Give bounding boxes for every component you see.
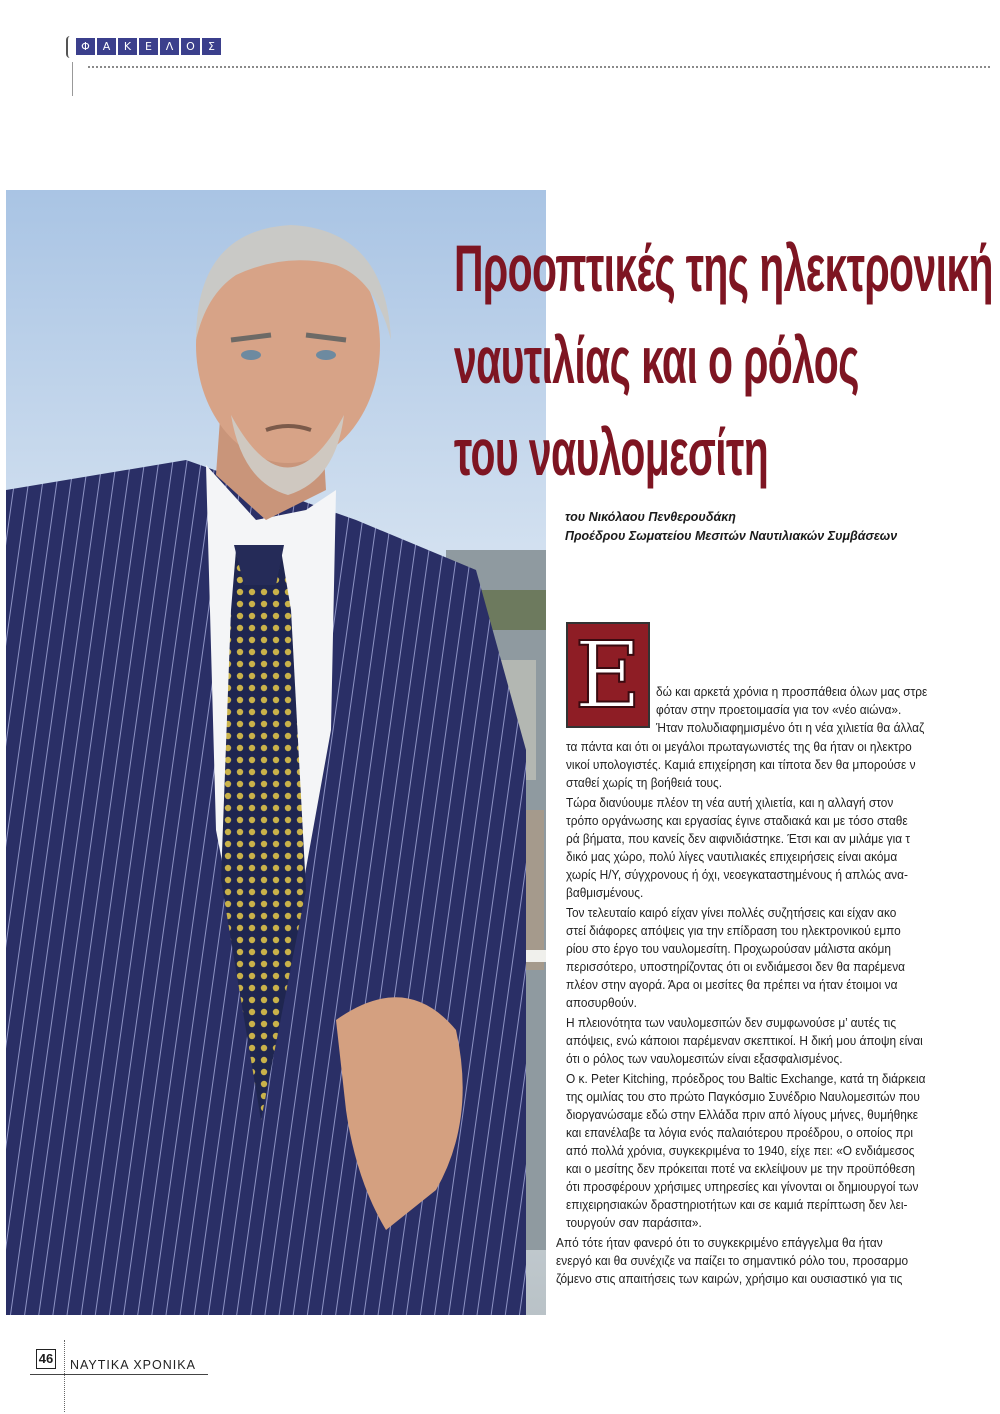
dropcap-letter: Ε bbox=[574, 622, 642, 729]
byline-author: του Νικόλαου Πενθερουδάκη bbox=[565, 510, 736, 524]
body-line: τουργούν σαν παράσιτα». bbox=[566, 1215, 702, 1230]
body-line: δώ και αρκετά χρόνια η προσπάθεια όλων μας στρε bbox=[656, 684, 928, 699]
body-line: ρίου στο έργο του ναυλομεσίτη. Προχωρούσαν μάλιστα ακόμη bbox=[566, 941, 891, 956]
body-line: Ο κ. Peter Kitching, πρόεδρος του Baltic Exchange, κατά τη διάρκεια bbox=[566, 1071, 926, 1086]
body-line: Από τότε ήταν φανερό ότι το συγκεκριμένο επάγγελμα θα ήταν bbox=[556, 1235, 883, 1250]
body-line: Η πλειονότητα των ναυλομεσιτών δεν συμφωνούσε μ’ αυτές τις bbox=[566, 1015, 897, 1030]
section-tag-letter: Κ bbox=[118, 38, 137, 55]
section-tag-bracket bbox=[66, 36, 74, 58]
body-line: τρόπο οργάνωσης και εργασίας έγινε σταδιακά και με τόσο σταθε bbox=[566, 813, 908, 828]
byline-role: Προέδρου Σωματείου Μεσιτών Ναυτιλιακών Συμβάσεων bbox=[565, 529, 898, 543]
margin-mark bbox=[72, 62, 73, 96]
body-line: ενεργό και θα συνέχιζε να παίζει το σημαντικό ρόλο του, προσαρμο bbox=[556, 1253, 909, 1268]
section-tag-letter: Φ bbox=[76, 38, 95, 55]
body-line: Ήταν πολυδιαφημισμένο ότι η νέα χιλιετία θα άλλαζ bbox=[656, 720, 925, 735]
body-line: ζόμενο στις απαιτήσεις των καιρών, χρήσιμο και ουσιαστικό για τις bbox=[556, 1271, 903, 1286]
footer-rule bbox=[30, 1374, 208, 1375]
body-line: ρά βήματα, που κανείς δεν αιφνιδιάστηκε. Έτσι και αν μιλάμε για τ bbox=[566, 831, 911, 846]
body-line: νικοί υπολογιστές. Καμιά επιχείρηση και τίποτα δεν θα μπορούσε ν bbox=[566, 757, 916, 772]
body-line: ότι προσφέρουν χρήσιμες υπηρεσίες και γίνονται οι δημιουργοί των bbox=[566, 1179, 919, 1194]
body-line: αποσυρθούν. bbox=[566, 995, 637, 1010]
body-line: πλέον στην αγορά. Άρα οι μεσίτες θα πρέπει να ήταν έτοιμοι να bbox=[566, 977, 898, 992]
section-tag-letter: Ε bbox=[139, 38, 158, 55]
body-line: διοργανώσαμε εδώ στην Ελλάδα πριν από λίγους μήνες, θυμήθηκε bbox=[566, 1107, 919, 1122]
body-line: από πολλά χρόνια, συγκεκριμένα το 1940, είχε πει: «Ο ενδιάμεσος bbox=[566, 1143, 915, 1158]
section-tag bbox=[76, 38, 221, 55]
headline bbox=[454, 222, 993, 498]
body-line: σταθεί χωρίς τη βοήθειά τους. bbox=[566, 775, 723, 790]
dropcap bbox=[566, 622, 650, 728]
footer-divider bbox=[64, 1340, 65, 1412]
section-tag-letter: Σ bbox=[202, 38, 221, 55]
body-line: τα πάντα και ότι οι μεγάλοι πρωταγωνιστές της θα ήταν οι ηλεκτρο bbox=[566, 739, 912, 754]
body-line: ότι ο ρόλος των ναυλομεσιτών είναι εξασφαλισμένος. bbox=[566, 1051, 843, 1066]
section-tag-letter: Ο bbox=[181, 38, 200, 55]
body-line: Τον τελευταίο καιρό είχαν γίνει πολλές συζητήσεις και είχαν ακο bbox=[566, 905, 897, 920]
section-tag-letter: Α bbox=[97, 38, 116, 55]
byline bbox=[565, 508, 897, 546]
body-line: και ο μεσίτης δεν πρόκειται ποτέ να εκλείψουν με την προϋπόθεση bbox=[566, 1161, 916, 1176]
body-line: χωρίς Η/Υ, σύγχρονους ή όχι, νεοεγκαταστημένους ή απλώς ανα- bbox=[566, 867, 908, 882]
body-line: δικό μας χώρο, πολύ λίγες ναυτιλιακές επιχειρήσεις είναι ακόμα bbox=[566, 849, 898, 864]
magazine-name: ΝΑΥΤΙΚΑ ΧΡΟΝΙΚΑ bbox=[70, 1358, 196, 1372]
header-dotted-rule bbox=[88, 66, 990, 68]
headline-line: ναυτιλίας και ο ρόλος bbox=[454, 323, 859, 397]
body-line: περισσότερο, υποστηρίζοντας ότι οι ενδιάμεσοι δεν θα παρέμενα bbox=[566, 959, 906, 974]
body-line: φόταν στην προετοιμασία για τον «νέο αιώνα». bbox=[656, 702, 902, 717]
body-line: απόψεις, ενώ κάποιοι παρέμεναν σκεπτικοί. Η δική μου άποψη είναι bbox=[566, 1033, 923, 1048]
section-tag-letter: Λ bbox=[160, 38, 179, 55]
body-line: και επανέλαβε τα λόγια ενός παλαιότερου προέδρου, ο οποίος πρι bbox=[566, 1125, 913, 1140]
body-line: στεί διάφορες απόψεις για την επίδραση του ηλεκτρονικού εμπο bbox=[566, 923, 901, 938]
headline-line: Προοπτικές της ηλεκτρονική bbox=[454, 231, 993, 305]
body-line: της ομιλίας του στο πρώτο Παγκόσμιο Συνέδριο Ναυλομεσιτών που bbox=[566, 1089, 920, 1104]
body-line: Τώρα διανύουμε πλέον τη νέα αυτή χιλιετία, και η αλλαγή στον bbox=[566, 795, 894, 810]
body-line: βαθμισμένους. bbox=[566, 885, 644, 900]
page-number: 46 bbox=[36, 1349, 56, 1369]
body-line: επιχειρησιακών δραστηριοτήτων και σε καμιά περίπτωση δεν λει- bbox=[566, 1197, 908, 1212]
headline-line: του ναυλομεσίτη bbox=[454, 415, 769, 489]
